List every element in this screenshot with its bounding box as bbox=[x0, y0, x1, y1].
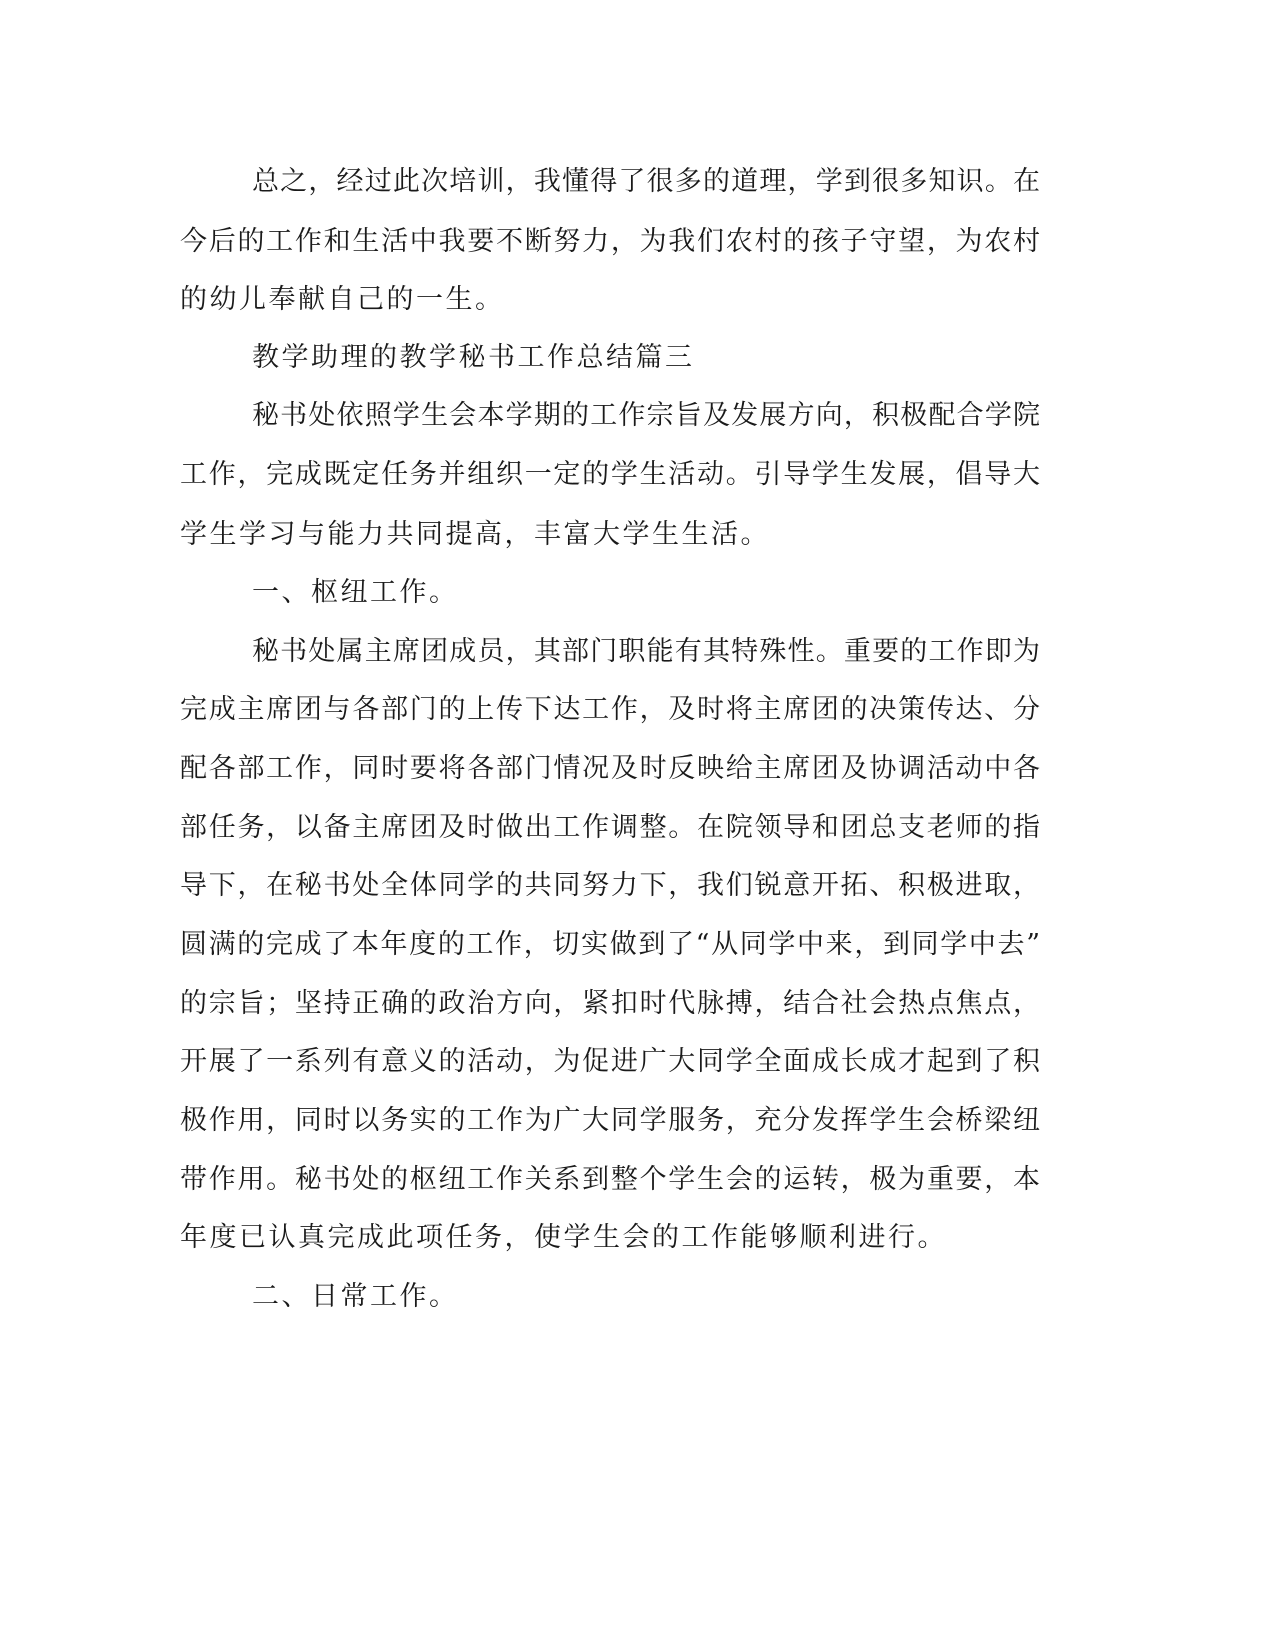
paragraph-line: 配各部工作，同时要将各部门情况及时反映给主席团及协调活动中各 bbox=[180, 753, 1040, 784]
section-heading: 教学助理的教学秘书工作总结篇三 bbox=[252, 342, 695, 373]
paragraph-line: 的宗旨；坚持正确的政治方向，紧扣时代脉搏，结合社会热点焦点， bbox=[180, 988, 1040, 1019]
paragraph-line: 秘书处依照学生会本学期的工作宗旨及发展方向，积极配合学院 bbox=[252, 400, 1040, 431]
paragraph-line: 的幼儿奉献自己的一生。 bbox=[180, 284, 505, 315]
paragraph-line: 部任务，以备主席团及时做出工作调整。在院领导和团总支老师的指 bbox=[180, 812, 1040, 843]
paragraph-line: 总之，经过此次培训，我懂得了很多的道理，学到很多知识。在 bbox=[252, 166, 1040, 197]
subsection-heading: 二、日常工作。 bbox=[252, 1281, 459, 1312]
paragraph-line: 带作用。秘书处的枢纽工作关系到整个学生会的运转，极为重要，本 bbox=[180, 1164, 1040, 1195]
paragraph-line: 开展了一系列有意义的活动，为促进广大同学全面成长成才起到了积 bbox=[180, 1046, 1040, 1077]
paragraph-line: 工作，完成既定任务并组织一定的学生活动。引导学生发展，倡导大 bbox=[180, 459, 1040, 490]
paragraph-line: 今后的工作和生活中我要不断努力，为我们农村的孩子守望，为农村 bbox=[180, 226, 1040, 257]
paragraph-line: 导下，在秘书处全体同学的共同努力下，我们锐意开拓、积极进取， bbox=[180, 870, 1040, 901]
paragraph-line: 学生学习与能力共同提高，丰富大学生生活。 bbox=[180, 519, 770, 550]
paragraph-line: 完成主席团与各部门的上传下达工作，及时将主席团的决策传达、分 bbox=[180, 694, 1040, 725]
paragraph-line: 秘书处属主席团成员，其部门职能有其特殊性。重要的工作即为 bbox=[252, 636, 1040, 667]
paragraph-line: 极作用，同时以务实的工作为广大同学服务，充分发挥学生会桥梁纽 bbox=[180, 1105, 1040, 1136]
paragraph-line: 年度已认真完成此项任务，使学生会的工作能够顺利进行。 bbox=[180, 1222, 947, 1253]
paragraph-line: 圆满的完成了本年度的工作，切实做到了“从同学中来，到同学中去” bbox=[180, 929, 1040, 960]
subsection-heading: 一、枢纽工作。 bbox=[252, 577, 459, 608]
